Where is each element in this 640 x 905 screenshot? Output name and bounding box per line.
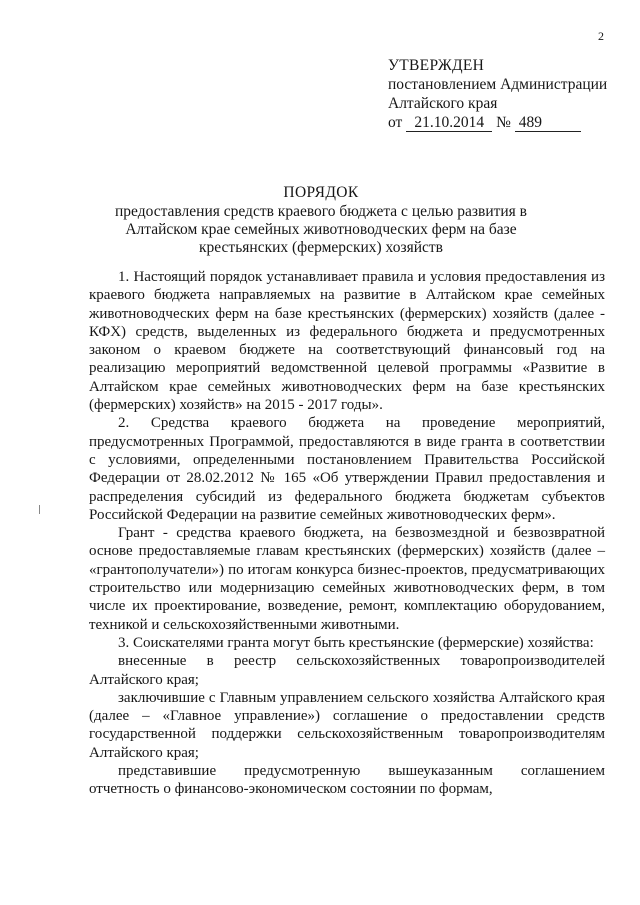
paragraph-3: 3. Соискателями гранта могут быть крестьянские (фермерские) хозяйства: bbox=[118, 634, 594, 651]
document-subtitle: предоставления средств краевого бюджета с целью развития в Алтайском крае семейных животноводческих ферм на базе крестьянских (фермерских) хозяйств bbox=[114, 203, 528, 256]
approval-date: 21.10.2014 bbox=[406, 115, 492, 132]
approval-stamp bbox=[388, 56, 623, 132]
approval-line-1: постановлением Администрации bbox=[388, 76, 608, 93]
paragraph-3-item-2: заключившие с Главным управлением сельского хозяйства Алтайского края (далее – «Главное управление») соглашение о предоставлении средств государственной поддержки сельскохозяйственным товаропроизводителям Алтайского края; bbox=[89, 689, 605, 761]
page-number: 2 bbox=[598, 29, 604, 43]
approval-number: 489 bbox=[515, 115, 581, 132]
approval-title: УТВЕРЖДЕН bbox=[388, 57, 485, 74]
approval-line-2: Алтайского края bbox=[388, 95, 498, 112]
paragraph-2: 2. Средства краевого бюджета на проведение мероприятий, предусмотренных Программой, предоставляются в виде гранта в соответствии с условиями, определенными постановлением Правительства Российской Федерации от 28.02.2012 № 165 «Об утверждении Правил предоставления и распределения субсидий из федерального бюджета бюджетам субъектов Российской Федерации на развитие семейных животноводческих ферм». bbox=[89, 415, 605, 523]
paragraph-3-item-1: внесенные в реестр сельскохозяйственных товаропроизводителей Алтайского края; bbox=[89, 653, 605, 688]
paragraph-3-item-3: представившие предусмотренную вышеуказанным соглашением отчетность о финансово-экономическом состоянии по формам, bbox=[89, 763, 605, 798]
paragraph-grant: Грант - средства краевого бюджета, на безвозмездной и безвозвратной основе предоставляемые главам крестьянских (фермерских) хозяйств (далее – «грантополучатели») по итогам конкурса бизнес-проектов, предусматривающих строительство или модернизацию семейных животноводческих ферм, в том числе их проектирование, возведение, ремонт, комплектацию оборудованием, техникой и сельскохозяйственными животными. bbox=[89, 525, 605, 633]
approval-date-line bbox=[388, 113, 623, 132]
document-body bbox=[89, 268, 605, 799]
document-title: ПОРЯДОК bbox=[283, 184, 359, 201]
paragraph-1: 1. Настоящий порядок устанавливает правила и условия предоставления из краевого бюджета направляемых на развитие в Алтайском крае семейных животноводческих ферм на базе крестьянских (фермерских) хозяйств (далее - КФХ) средств, выделенных из федерального бюджета и предусмотренных законом о краевом бюджете на соответствующий финансовый год на реализацию мероприятий ведомственной целевой программы «Развитие в Алтайском крае семейных животноводческих ферм на базе крестьянских (фермерских) хозяйств» на 2015 - 2017 годы». bbox=[89, 269, 605, 414]
approval-date-prefix: от bbox=[388, 114, 403, 131]
approval-number-sign: № bbox=[496, 114, 511, 131]
document-heading bbox=[80, 184, 562, 257]
scan-margin-mark bbox=[39, 505, 40, 514]
